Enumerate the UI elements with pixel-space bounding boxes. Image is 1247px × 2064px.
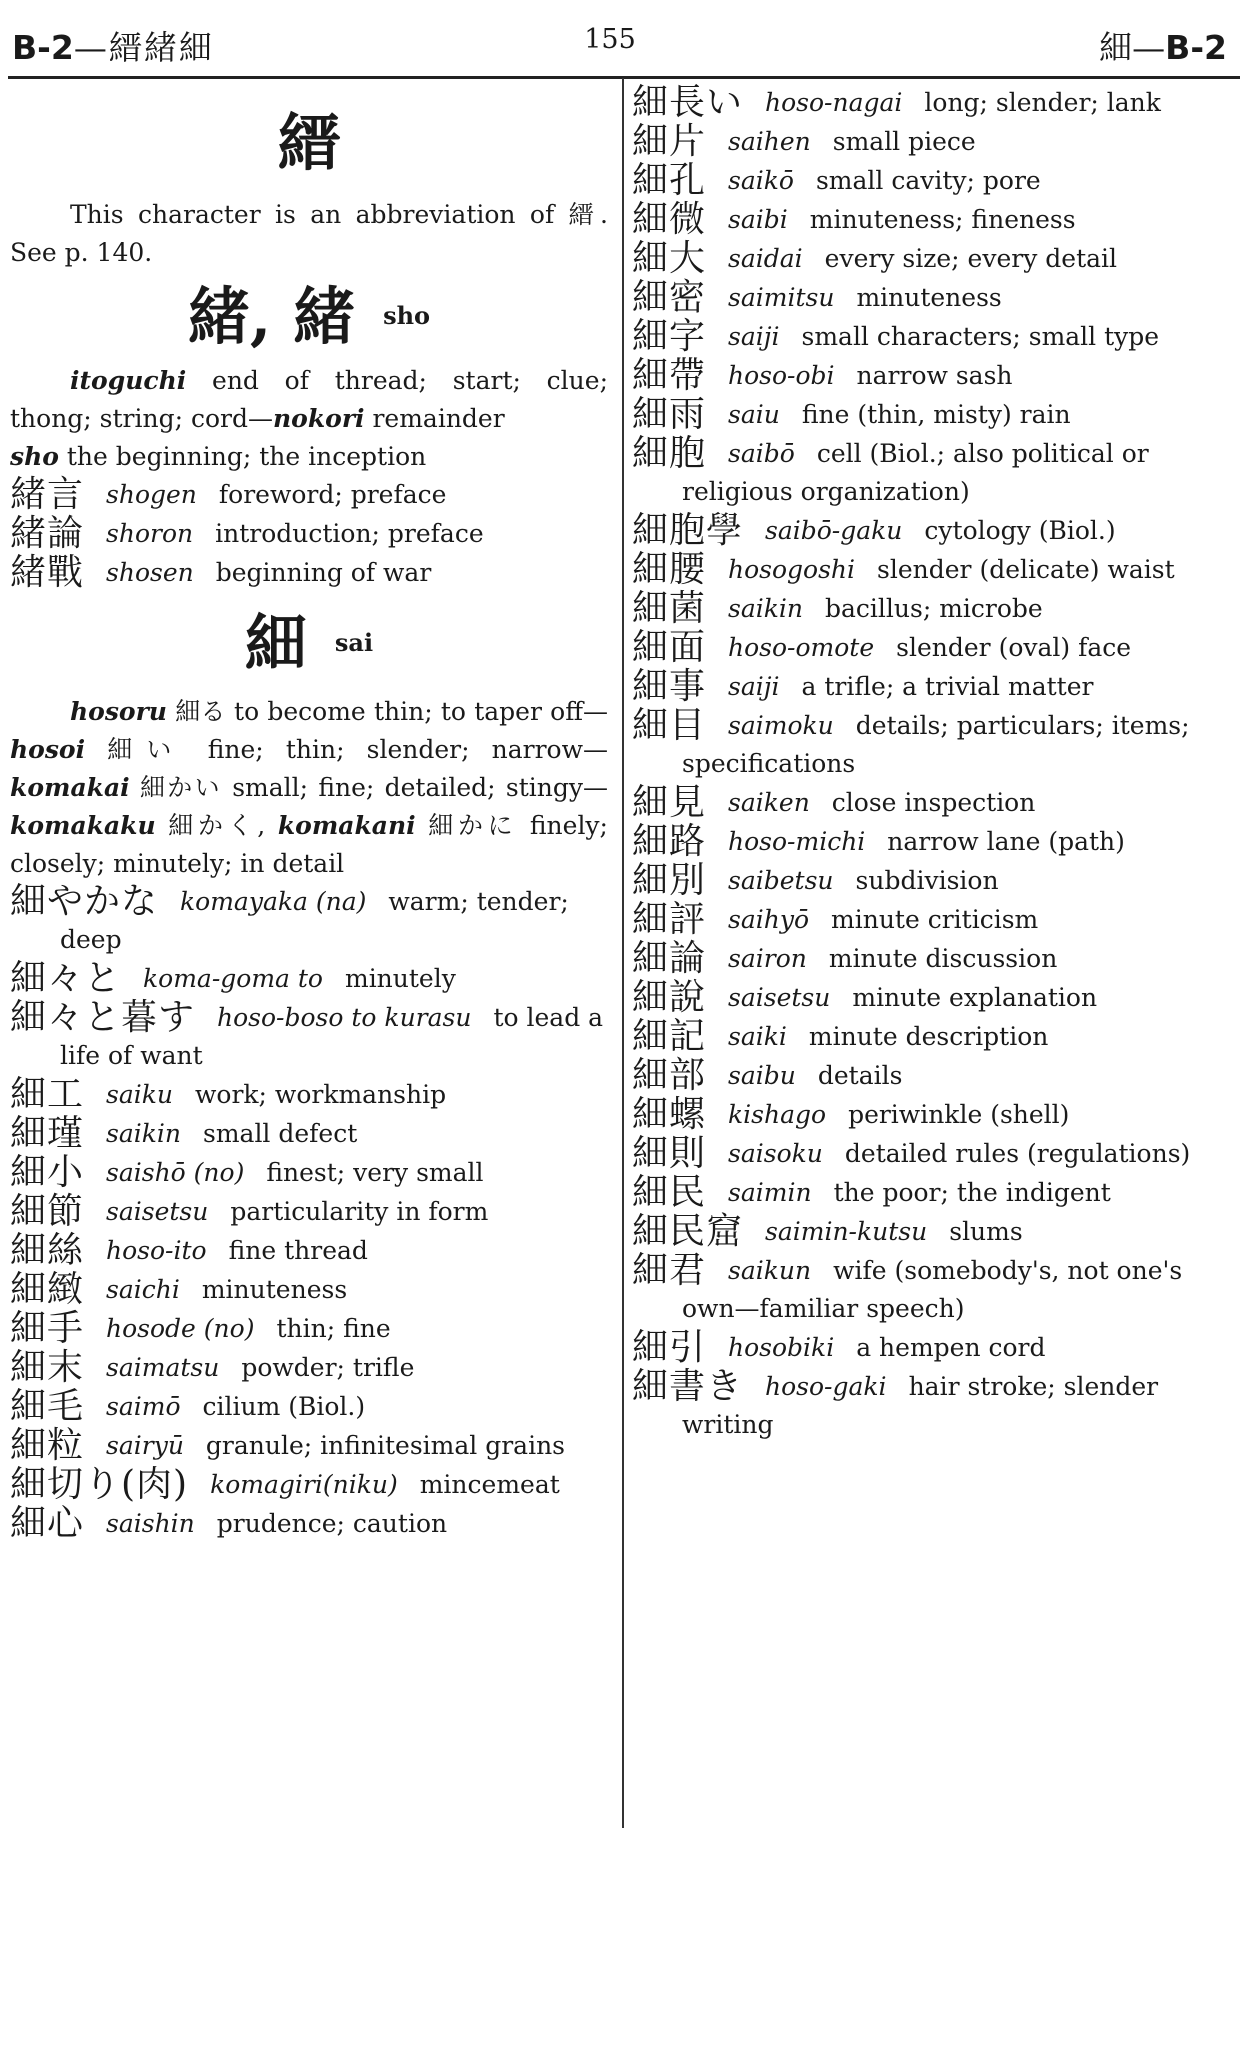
entry-romaji: saichi xyxy=(106,1275,180,1304)
entry-definition: a trifle; a trivial matter xyxy=(801,672,1094,701)
entry-kanji: 細部 xyxy=(632,1055,707,1096)
dictionary-entry xyxy=(632,1252,1232,1328)
entry-romaji: saimoku xyxy=(728,711,834,740)
entry-definition: minutely xyxy=(344,964,456,993)
right-column xyxy=(632,80,1232,1445)
entry-kanji: 細論 xyxy=(632,938,707,979)
headword-kanji: 緒, 緒 $^{sho}$ xyxy=(187,280,431,353)
section-code-number: -2 xyxy=(1190,28,1227,67)
headword-description: sho the beginning; the inception xyxy=(10,442,427,471)
entry-definition: cell (Biol.; also political or religious organization) xyxy=(682,439,1149,506)
entry-kanji: 細胞 xyxy=(632,433,707,474)
headword-description: itoguchi end of thread; start; clue; thong; string; cord—nokori remainder xyxy=(10,366,608,433)
entry-romaji: saisetsu xyxy=(106,1197,209,1226)
dictionary-entry xyxy=(632,551,1232,589)
dictionary-entry xyxy=(10,1388,608,1426)
entry-romaji: saiki xyxy=(728,1022,787,1051)
dictionary-entry xyxy=(10,1505,608,1543)
entry-romaji: saisetsu xyxy=(728,983,831,1012)
dictionary-entry xyxy=(632,240,1232,278)
dictionary-entry xyxy=(10,1154,608,1192)
dictionary-entry xyxy=(632,823,1232,861)
entry-kanji: 細書き xyxy=(632,1366,744,1407)
dictionary-entry xyxy=(632,1018,1232,1056)
entry-kanji: 細別 xyxy=(632,860,707,901)
entry-romaji: shosen xyxy=(106,558,194,587)
entry-kanji: 細君 xyxy=(632,1250,707,1291)
dictionary-entry xyxy=(632,707,1232,783)
dictionary-entry xyxy=(632,201,1232,239)
entry-kanji: 細事 xyxy=(632,666,707,707)
entry-kanji: 細民窟 xyxy=(632,1211,744,1252)
column-divider xyxy=(622,78,624,1828)
entry-kanji: 細字 xyxy=(632,316,707,357)
entry-romaji: hoso-boso to kurasu xyxy=(217,1003,472,1032)
entry-kanji: 細目 xyxy=(632,705,707,746)
dictionary-entry xyxy=(10,883,608,959)
entry-romaji: kishago xyxy=(728,1100,827,1129)
entry-definition: minuteness xyxy=(856,283,1002,312)
dictionary-entry xyxy=(10,1076,608,1114)
entry-kanji: 細則 xyxy=(632,1133,707,1174)
header-right-character: 細— xyxy=(1099,28,1166,67)
entry-kanji: 細引 xyxy=(632,1327,707,1368)
entry-kanji: 細毛 xyxy=(10,1386,85,1427)
entry-romaji: saimitsu xyxy=(728,283,835,312)
entry-romaji: koma-goma to xyxy=(143,964,323,993)
dictionary-entry xyxy=(632,357,1232,395)
entry-kanji: 細心 xyxy=(10,1503,85,1544)
dictionary-entry xyxy=(632,1174,1232,1212)
entry-romaji: saikō xyxy=(728,166,794,195)
entry-kanji: 細々と暮す xyxy=(10,997,196,1038)
entry-romaji: saiu xyxy=(728,400,780,429)
entry-kanji: 細片 xyxy=(632,121,707,162)
dictionary-entry xyxy=(10,1115,608,1153)
header-left-characters: —縉緒細 xyxy=(73,28,214,67)
entry-definition: finest; very small xyxy=(266,1158,484,1187)
entry-kanji: 細胞學 xyxy=(632,510,744,551)
entry-kanji: 細菌 xyxy=(632,588,707,629)
entry-romaji: saimin xyxy=(728,1178,812,1207)
entry-kanji: 細微 xyxy=(632,199,707,240)
entry-kanji: 緒戰 xyxy=(10,552,85,593)
entry-kanji: 細雨 xyxy=(632,394,707,435)
entry-romaji: komagiri(niku) xyxy=(210,1470,398,1499)
entry-kanji: 細面 xyxy=(632,627,707,668)
entry-kanji: 細記 xyxy=(632,1016,707,1057)
entry-definition: work; workmanship xyxy=(195,1080,447,1109)
dictionary-entry xyxy=(632,1329,1232,1367)
dictionary-entry xyxy=(632,590,1232,628)
section-code-number: -2 xyxy=(37,28,74,67)
entry-romaji: saishō (no) xyxy=(106,1158,245,1187)
entry-definition: introduction; preface xyxy=(215,519,484,548)
entry-kanji: 細孔 xyxy=(632,160,707,201)
header-left-guide xyxy=(12,22,214,69)
entry-kanji: 細民 xyxy=(632,1172,707,1213)
entry-romaji: saiji xyxy=(728,322,780,351)
entry-definition: subdivision xyxy=(855,866,999,895)
dictionary-entry xyxy=(632,318,1232,356)
entry-romaji: hosobiki xyxy=(728,1333,835,1362)
dictionary-entry xyxy=(632,629,1232,667)
entry-romaji: hoso-obi xyxy=(728,361,835,390)
entry-definition: warm; tender; deep xyxy=(60,887,569,954)
entry-romaji: saibō-gaku xyxy=(765,516,903,545)
entry-definition: granule; infinitesimal grains xyxy=(205,1431,566,1460)
entry-kanji: 細やかな xyxy=(10,881,159,922)
entry-definition: foreword; preface xyxy=(218,480,447,509)
entry-kanji: 細密 xyxy=(632,277,707,318)
entry-romaji: shoron xyxy=(106,519,194,548)
dictionary-entry xyxy=(632,396,1232,434)
dictionary-entry xyxy=(10,999,608,1075)
entry-kanji: 緒言 xyxy=(10,474,85,515)
entry-definition: narrow sash xyxy=(856,361,1013,390)
dictionary-entry xyxy=(632,862,1232,900)
dictionary-entry xyxy=(632,435,1232,511)
dictionary-entry xyxy=(10,476,608,514)
dictionary-entry xyxy=(10,515,608,553)
entry-definition: thin; fine xyxy=(276,1314,391,1343)
entry-definition: small defect xyxy=(203,1119,358,1148)
entry-kanji: 細切り(肉) xyxy=(10,1464,189,1505)
entry-definition: beginning of war xyxy=(215,558,432,587)
entry-kanji: 細緻 xyxy=(10,1269,85,1310)
entry-definition: powder; trifle xyxy=(241,1353,415,1382)
headword-description: hosoru 細る to become thin; to taper off—hosoi 細い fine; thin; slender; narrow—komakai 細かい small; fine; detailed; stingy—komakaku 細かく, komakani 細かに finely; closely; minutely; in detail xyxy=(10,697,608,878)
dictionary-entry xyxy=(10,1271,608,1309)
entry-romaji: hoso-gaki xyxy=(765,1372,887,1401)
entry-romaji: saihyō xyxy=(728,905,810,934)
entry-romaji: hoso-ito xyxy=(106,1236,207,1265)
entry-definition: minute explanation xyxy=(852,983,1098,1012)
page-header xyxy=(0,0,1247,78)
entry-definition: details xyxy=(817,1061,903,1090)
dictionary-entry xyxy=(10,960,608,998)
entry-romaji: sairon xyxy=(728,944,807,973)
left-column xyxy=(10,80,608,1544)
entry-kanji: 細粒 xyxy=(10,1425,85,1466)
entry-kanji: 細大 xyxy=(632,238,707,279)
entry-definition: minuteness; fineness xyxy=(809,205,1076,234)
entry-kanji: 細絲 xyxy=(10,1230,85,1271)
dictionary-entry xyxy=(632,512,1232,550)
entry-definition: long; slender; lank xyxy=(924,88,1161,117)
entry-romaji: saibi xyxy=(728,205,788,234)
dictionary-entry xyxy=(632,901,1232,939)
entry-kanji: 細工 xyxy=(10,1074,85,1115)
section-code-letter: B xyxy=(1165,28,1191,67)
entry-romaji: saimō xyxy=(106,1392,181,1421)
entry-romaji: saikin xyxy=(728,594,803,623)
entry-definition: small cavity; pore xyxy=(815,166,1041,195)
entry-kanji: 細帶 xyxy=(632,355,707,396)
entry-definition: slums xyxy=(949,1217,1023,1246)
entry-romaji: saishin xyxy=(106,1509,195,1538)
entry-romaji: sairyū xyxy=(106,1431,184,1460)
entry-definition: minute discussion xyxy=(828,944,1058,973)
dictionary-entry xyxy=(10,1427,608,1465)
entry-definition: wife (somebody's, not one's own—familiar speech) xyxy=(682,1256,1183,1323)
entry-definition: detailed rules (regulations) xyxy=(844,1139,1191,1168)
entry-definition: details; particulars; items; specifications xyxy=(682,711,1190,778)
entry-romaji: saikun xyxy=(728,1256,812,1285)
entry-romaji: saimin-kutsu xyxy=(765,1217,928,1246)
entry-kanji: 細見 xyxy=(632,782,707,823)
entry-kanji: 細路 xyxy=(632,821,707,862)
dictionary-entry xyxy=(10,1349,608,1387)
header-right-guide xyxy=(1099,22,1227,69)
entry-definition: slender (oval) face xyxy=(896,633,1132,662)
entry-romaji: hoso-nagai xyxy=(765,88,903,117)
entry-definition: bacillus; microbe xyxy=(825,594,1043,623)
entry-definition: prudence; caution xyxy=(216,1509,448,1538)
entry-romaji: saimatsu xyxy=(106,1353,220,1382)
headword-kanji: 縉 xyxy=(277,106,340,179)
dictionary-entry xyxy=(632,668,1232,706)
entry-romaji: saibetsu xyxy=(728,866,834,895)
section-code-letter: B xyxy=(12,28,38,67)
entry-kanji: 細瑾 xyxy=(10,1113,85,1154)
entry-romaji: hoso-omote xyxy=(728,633,875,662)
entry-kanji: 細小 xyxy=(10,1152,85,1193)
dictionary-entry xyxy=(632,1057,1232,1095)
entry-romaji: hoso-michi xyxy=(728,827,866,856)
dictionary-entry xyxy=(632,1135,1232,1173)
dictionary-entry xyxy=(10,1193,608,1231)
dictionary-entry xyxy=(632,1096,1232,1134)
entry-definition: to lead a life of want xyxy=(60,1003,604,1070)
dictionary-entry xyxy=(632,1213,1232,1251)
dictionary-entry xyxy=(632,940,1232,978)
entry-romaji: saisoku xyxy=(728,1139,823,1168)
entry-definition: fine (thin, misty) rain xyxy=(801,400,1071,429)
entry-definition: periwinkle (shell) xyxy=(848,1100,1070,1129)
entry-definition: small characters; small type xyxy=(801,322,1160,351)
entry-kanji: 細長い xyxy=(632,82,744,123)
entry-definition: fine thread xyxy=(228,1236,368,1265)
dictionary-entry xyxy=(10,1310,608,1348)
entry-romaji: saibō xyxy=(728,439,795,468)
entry-definition: narrow lane (path) xyxy=(887,827,1125,856)
dictionary-entry xyxy=(632,123,1232,161)
entry-definition: hair stroke; slender writing xyxy=(682,1372,1159,1439)
entry-romaji: saiku xyxy=(106,1080,173,1109)
entry-romaji: saiji xyxy=(728,672,780,701)
headword-description: This character is an abbreviation of 縉. See p. 140. xyxy=(10,200,608,267)
entry-definition: slender (delicate) waist xyxy=(877,555,1175,584)
entry-romaji: saibu xyxy=(728,1061,796,1090)
entry-romaji: hosode (no) xyxy=(106,1314,255,1343)
entry-kanji: 細々と xyxy=(10,958,122,999)
header-rule xyxy=(8,76,1240,79)
entry-romaji: saiken xyxy=(728,788,810,817)
headword-reading: sho xyxy=(383,301,431,330)
entry-definition: close inspection xyxy=(831,788,1036,817)
entry-definition: minuteness xyxy=(201,1275,348,1304)
entry-kanji: 細手 xyxy=(10,1308,85,1349)
entry-definition: small piece xyxy=(832,127,976,156)
entry-romaji: saihen xyxy=(728,127,811,156)
entry-kanji: 細末 xyxy=(10,1347,85,1388)
entry-definition: the poor; the indigent xyxy=(833,1178,1111,1207)
dictionary-entry xyxy=(632,784,1232,822)
entry-definition: minute criticism xyxy=(831,905,1039,934)
headword-kanji: 細 $^{sai}$ xyxy=(244,607,374,680)
entry-romaji: saidai xyxy=(728,244,803,273)
entry-romaji: shogen xyxy=(106,480,197,509)
entry-definition: a hempen cord xyxy=(856,1333,1046,1362)
entry-definition: cilium (Biol.) xyxy=(202,1392,366,1421)
dictionary-entry xyxy=(10,1232,608,1270)
entry-definition: mincemeat xyxy=(419,1470,560,1499)
entry-kanji: 細腰 xyxy=(632,549,707,590)
headword-reading: sai xyxy=(334,628,374,657)
entry-kanji: 細說 xyxy=(632,977,707,1018)
entry-definition: every size; every detail xyxy=(824,244,1118,273)
entry-romaji: hosogoshi xyxy=(728,555,856,584)
entry-kanji: 細節 xyxy=(10,1191,85,1232)
entry-romaji: komayaka (na) xyxy=(180,887,367,916)
entry-kanji: 緒論 xyxy=(10,513,85,554)
dictionary-entry xyxy=(632,162,1232,200)
entry-definition: cytology (Biol.) xyxy=(924,516,1116,545)
entry-kanji: 細螺 xyxy=(632,1094,707,1135)
dictionary-entry xyxy=(10,1466,608,1504)
entry-romaji: saikin xyxy=(106,1119,181,1148)
page-number: 155 xyxy=(584,24,636,55)
entry-definition: minute description xyxy=(808,1022,1049,1051)
dictionary-entry xyxy=(632,1368,1232,1444)
entry-definition: particularity in form xyxy=(230,1197,489,1226)
dictionary-entry xyxy=(632,979,1232,1017)
dictionary-entry xyxy=(632,84,1232,122)
dictionary-entry xyxy=(10,554,608,592)
entry-kanji: 細評 xyxy=(632,899,707,940)
dictionary-entry xyxy=(632,279,1232,317)
